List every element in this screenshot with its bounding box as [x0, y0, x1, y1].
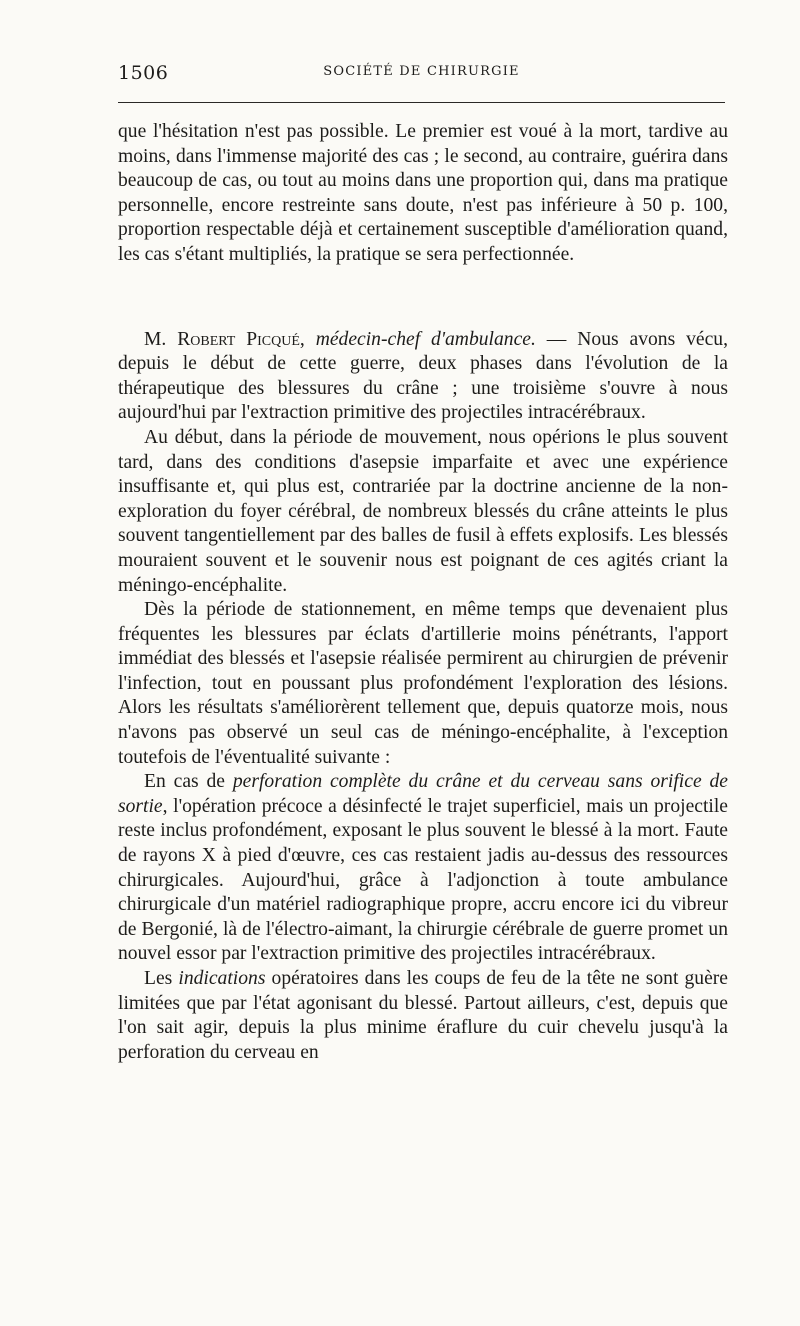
indications-lead: Les	[144, 968, 179, 989]
speaker-role: médecin-chef d'ambulance.	[315, 328, 536, 350]
speaker-name: Robert Picqué	[177, 328, 300, 350]
speaker-text: — Nous avons vécu, depuis le début de cette guerre, deux phases dans l'évolution de la thérapeutique des blessures du crâne ; une troisième s'ouvre à nous aujourd'hui par l'extraction primitive des projectiles intracérébraux.	[118, 328, 729, 424]
perforation-text: , l'opération précoce a désinfecté le trajet superficiel, mais un projectile reste inclus profondément, exposant le plus souvent le blessé à la mort. Faute de rayons X à pied d'œuvre, ces cas restaient jadis au-dessus des ressources chirurgicales. Aujourd'hui, grâce à l'adjonction à toute ambulance chirurgicale d'un matériel radiographique propre, accru encore ici du vibreur de Bergonié, là de l'électro-aimant, la chirurgie cérébrale de guerre promet un nouvel essor par l'extraction primitive des projectiles intracérébraux.	[118, 795, 728, 965]
indications-italic: indications	[178, 968, 266, 989]
perforation-lead: En cas de	[144, 771, 233, 793]
header-rule	[118, 102, 725, 103]
paragraph-stationnement: Dès la période de stationnement, en même temps que devenaient plus fréquentes les blessures par éclats d'artillerie moins pénétrants, l'apport immédiat des blessés et l'asepsie réalisée permirent au chirurgien de prévenir l'infection, tout en poussant plus profondément l'exploration des lésions. Alors les résultats s'améliorèrent tellement que, depuis quatorze mois, nous n'avons pas observé un seul cas de méningo-encéphalite, à l'exception toutefois de l'éventualité suivante :	[118, 599, 728, 768]
journal-title: SOCIÉTÉ DE CHIRURGIE	[323, 64, 520, 79]
running-head	[118, 62, 725, 88]
perforation-italic: perforation complète du crâne et du cerveau sans orifice de sortie	[118, 771, 728, 817]
speaker-prefix: M.	[144, 328, 178, 350]
speaker-comma: ,	[299, 328, 316, 350]
page-number: 1506	[118, 62, 169, 84]
paragraph-speaker	[118, 328, 728, 426]
paragraph-debut: Au début, dans la période de mouvement, nous opérions le plus souvent tard, dans des conditions d'asepsie imparfaite et avec une expérience insuffisante et, qui plus est, contrariée par la doctrine ancienne de la non-exploration du foyer cérébral, de nombreux blessés du crâne atteints le plus souvent tangentiellement par des balles de fusil à effets explosifs. Les blessés mouraient souvent et le souvenir nous est poignant de ces agités criant la méningo-encéphalite.	[118, 426, 728, 596]
paragraph-perforation	[118, 770, 728, 967]
paragraph-indications	[118, 967, 728, 1065]
paragraph-continuation: que l'hésitation n'est pas possible. Le premier est voué à la mort, tardive au moins, dans l'immense majorité des cas ; le second, au contraire, guérira dans beaucoup de cas, ou tout au moins dans une proportion qui, dans ma pratique personnelle, encore restreinte sans doute, n'est pas inférieure à 50 p. 100, proportion respectable déjà et certainement susceptible d'amélioration quand, les cas s'étant multipliés, la pratique se sera perfectionnée.	[118, 121, 728, 265]
body-text	[118, 120, 728, 1065]
indications-text: opératoires dans les coups de feu de la tête ne sont guère limitées que par l'état agonisant du blessé. Partout ailleurs, c'est, depuis que l'on sait agir, depuis la plus minime éraflure du cuir chevelu jusqu'à la perforation du cerveau en	[118, 968, 728, 1063]
